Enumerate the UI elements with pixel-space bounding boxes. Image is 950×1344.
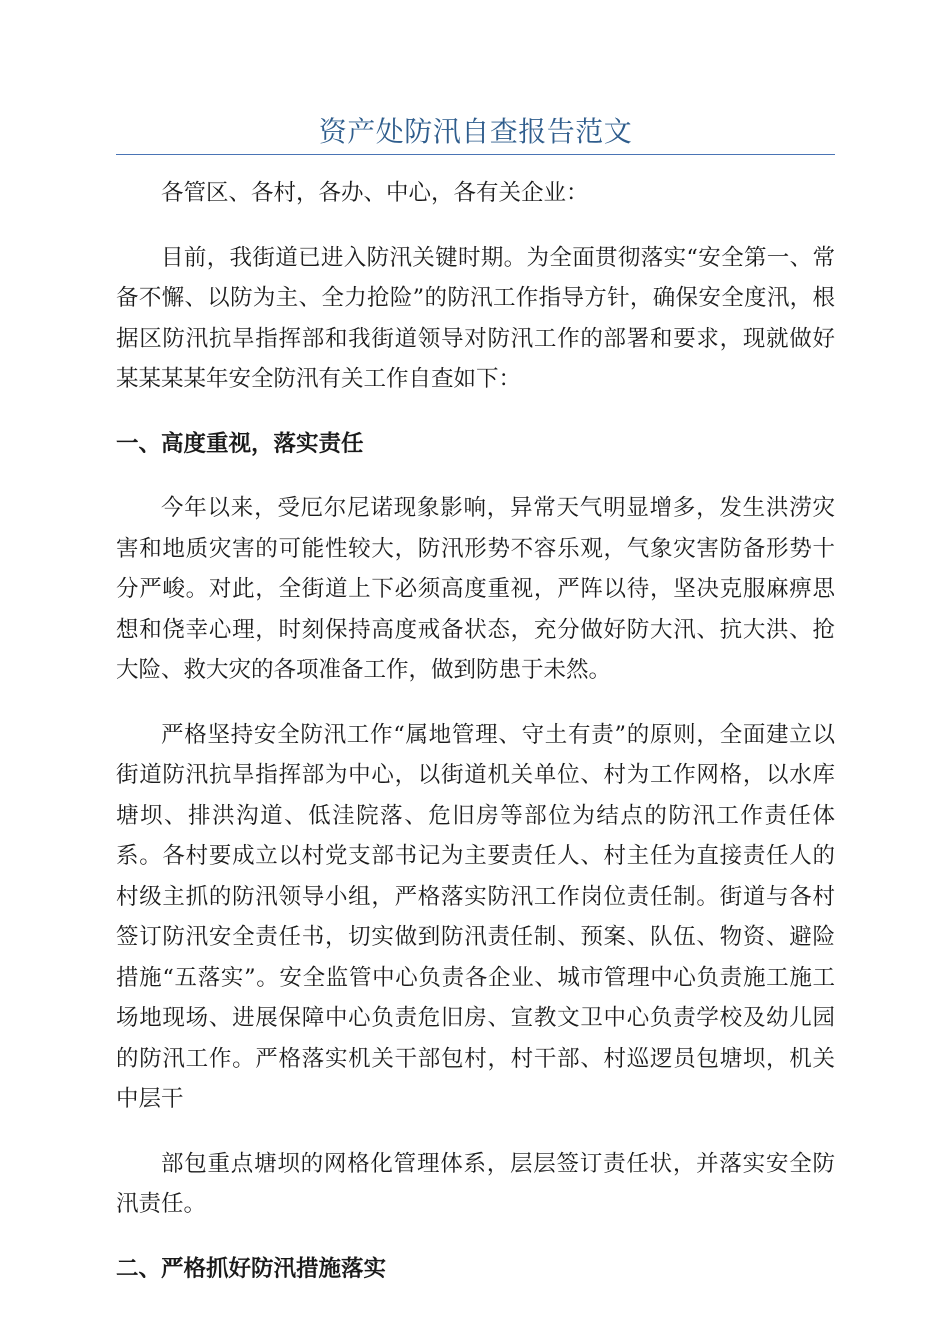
salutation: 各管区、各村，各办、中心，各有关企业： bbox=[161, 180, 589, 206]
title-underline bbox=[116, 154, 835, 155]
section-heading-1: 一、高度重视，落实责任 bbox=[116, 430, 364, 457]
section1-paragraph-3: 部包重点塘坝的网格化管理体系，层层签订责任状，并落实安全防汛责任。 bbox=[116, 1150, 835, 1217]
document-page bbox=[116, 0, 835, 1289]
document-title: 资产处防汛自查报告范文 bbox=[318, 115, 633, 148]
section1-paragraph-1: 今年以来，受厄尔尼诺现象影响，异常天气明显增多，发生洪涝灾害和地质灾害的可能性较大，防汛形势不容乐观，气象灾害防备形势十分严峻。对此，全街道上下必须高度重视，严阵以待，坚决克服麻痹思想和侥幸心理，时刻保持高度戒备状态，充分做好防大汛、抗大洪、抢大险、救大灾的各项准备工作，做到防患于未然。 bbox=[116, 495, 835, 683]
intro-paragraph: 目前，我街道已进入防汛关键时期。为全面贯彻落实“安全第一、常备不懈、以防为主、全力抢险”的防汛工作指导方针，确保安全度汛，根据区防汛抗旱指挥部和我街道领导对防汛工作的部署和要求，现就做好某某某某年安全防汛有关工作自查如下： bbox=[116, 244, 835, 392]
section-heading-2: 二、严格抓好防汛措施落实 bbox=[116, 1255, 387, 1282]
section1-paragraph-2: 严格坚持安全防汛工作“属地管理、守土有责”的原则，全面建立以街道防汛抗旱指挥部为中心，以街道机关单位、村为工作网格，以水库塘坝、排洪沟道、低洼院落、危旧房等部位为结点的防汛工作责任体系。各村要成立以村党支部书记为主要责任人、村主任为直接责任人的村级主抓的防汛领导小组，严格落实防汛工作岗位责任制。街道与各村签订防汛安全责任书，切实做到防汛责任制、预案、队伍、物资、避险措施“五落实”。安全监管中心负责各企业、城市管理中心负责施工施工场地现场、进展保障中心负责危旧房、宣教文卫中心负责学校及幼儿园的防汛工作。严格落实机关干部包村，村干部、村巡逻员包塘坝，机关中层干 bbox=[116, 721, 835, 1112]
